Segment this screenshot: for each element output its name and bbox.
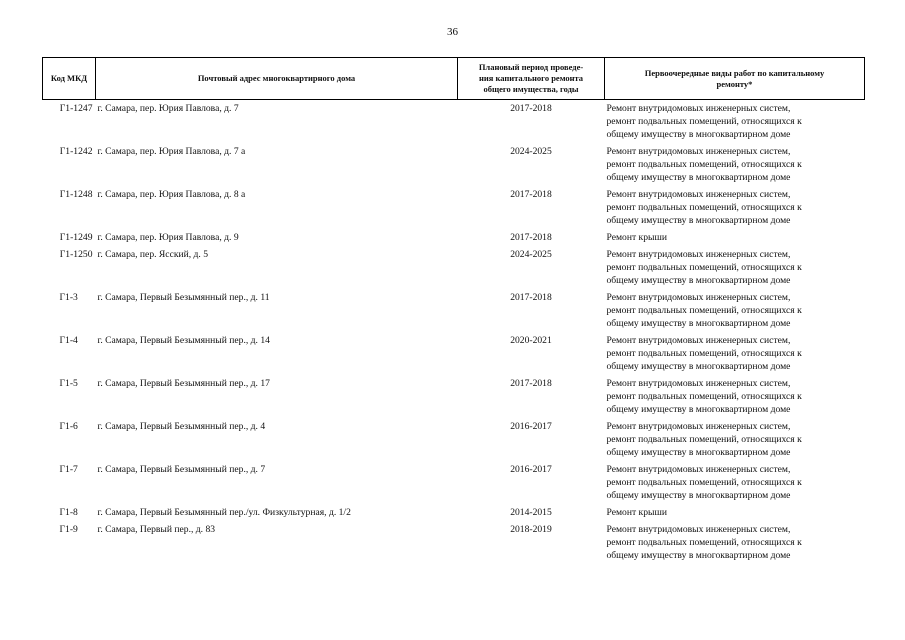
works-line: ремонт подвальных помещений, относящихся к xyxy=(606,537,802,548)
mkd-code-cell: Г1-9 xyxy=(59,524,78,535)
works-line: ремонт подвальных помещений, относящихся к xyxy=(606,305,802,316)
works-cell xyxy=(605,145,865,188)
works-line: Ремонт внутридомовых инженерных систем, xyxy=(606,249,791,260)
mkd-code-cell: Г1-1242 xyxy=(59,146,93,157)
works-cell xyxy=(605,463,865,506)
period-cell: 2024-2025 xyxy=(510,249,552,260)
mkd-code-cell: Г1-1248 xyxy=(59,189,93,200)
works-line: Ремонт внутридомовых инженерных систем, xyxy=(606,292,791,303)
address-cell: г. Самара, пер. Юрия Павлова, д. 8 а xyxy=(97,189,246,200)
address-cell: г. Самара, Первый Безымянный пер./ул. Физкультурная, д. 1/2 xyxy=(97,507,351,518)
mkd-code-cell: Г1-6 xyxy=(59,421,78,432)
works-line: Ремонт внутридомовых инженерных систем, xyxy=(606,378,791,389)
works-line: ремонт подвальных помещений, относящихся к xyxy=(606,477,802,488)
table-row xyxy=(43,100,865,146)
works-line: Ремонт внутридомовых инженерных систем, xyxy=(606,103,791,114)
works-cell xyxy=(605,506,865,523)
works-line: общему имуществу в многоквартирном доме xyxy=(606,361,791,372)
table-row xyxy=(43,145,865,188)
works-line: Ремонт внутридомовых инженерных систем, xyxy=(606,464,791,475)
works-line: Ремонт внутридомовых инженерных систем, xyxy=(606,189,791,200)
works-line: ремонт подвальных помещений, относящихся к xyxy=(606,116,802,127)
works-cell xyxy=(605,188,865,231)
works-line: ремонт подвальных помещений, относящихся к xyxy=(606,434,802,445)
header-row xyxy=(43,58,865,100)
works-line: общему имуществу в многоквартирном доме xyxy=(606,447,791,458)
works-line: Ремонт внутридомовых инженерных систем, xyxy=(606,335,791,346)
table-row xyxy=(43,463,865,506)
mkd-code-cell: Г1-7 xyxy=(59,464,78,475)
works-line: ремонт подвальных помещений, относящихся к xyxy=(606,159,802,170)
works-cell xyxy=(605,248,865,291)
period-cell: 2020-2021 xyxy=(510,335,552,346)
works-line: общему имуществу в многоквартирном доме xyxy=(606,129,791,140)
works-cell xyxy=(605,420,865,463)
works-cell xyxy=(605,334,865,377)
table-row xyxy=(43,377,865,420)
period-cell: 2017-2018 xyxy=(510,378,552,389)
address-cell: г. Самара, Первый Безымянный пер., д. 11 xyxy=(97,292,270,303)
works-cell xyxy=(605,377,865,420)
table-header xyxy=(43,58,865,100)
mkd-code-cell: Г1-4 xyxy=(59,335,78,346)
period-cell: 2024-2025 xyxy=(510,146,552,157)
address-cell: г. Самара, Первый Безымянный пер., д. 4 xyxy=(97,421,266,432)
header-works-line: Первоочередные виды работ по капитальному xyxy=(644,67,825,78)
table-row xyxy=(43,248,865,291)
table-row xyxy=(43,231,865,248)
works-line: ремонт подвальных помещений, относящихся к xyxy=(606,202,802,213)
header-period-line: ния капитального ремонта xyxy=(478,73,584,83)
address-cell: г. Самара, Первый Безымянный пер., д. 14 xyxy=(97,335,270,346)
period-cell: 2017-2018 xyxy=(510,232,552,243)
works-line: Ремонт крыши xyxy=(606,232,667,243)
mkd-code-cell: Г1-8 xyxy=(59,507,78,518)
works-line: ремонт подвальных помещений, относящихся к xyxy=(606,348,802,359)
header-code: Код МКД xyxy=(43,58,96,100)
period-cell: 2016-2017 xyxy=(510,421,552,432)
table-row xyxy=(43,334,865,377)
address-cell: г. Самара, Первый пер., д. 83 xyxy=(97,524,216,535)
works-line: Ремонт внутридомовых инженерных систем, xyxy=(606,146,791,157)
page-number: 36 xyxy=(447,26,458,38)
mkd-code-cell: Г1-1250 xyxy=(59,249,93,260)
period-cell: 2017-2018 xyxy=(510,292,552,303)
period-cell: 2017-2018 xyxy=(510,103,552,114)
table-row xyxy=(43,291,865,334)
works-line: общему имуществу в многоквартирном доме xyxy=(606,275,791,286)
works-cell xyxy=(605,523,865,566)
works-line: общему имуществу в многоквартирном доме xyxy=(606,490,791,501)
header-works-line: ремонту* xyxy=(716,78,753,89)
works-line: общему имуществу в многоквартирном доме xyxy=(606,215,791,226)
period-cell: 2014-2015 xyxy=(510,507,552,518)
works-line: общему имуществу в многоквартирном доме xyxy=(606,318,791,329)
header-works xyxy=(605,58,865,100)
address-cell: г. Самара, пер. Ясский, д. 5 xyxy=(97,249,209,260)
address-cell: г. Самара, Первый Безымянный пер., д. 17 xyxy=(97,378,270,389)
table-row xyxy=(43,506,865,523)
table-row xyxy=(43,523,865,566)
period-cell: 2016-2017 xyxy=(510,464,552,475)
mkd-code-cell: Г1-5 xyxy=(59,378,78,389)
mkd-code-cell: Г1-3 xyxy=(59,292,78,303)
works-line: Ремонт крыши xyxy=(606,507,667,518)
address-cell: г. Самара, Первый Безымянный пер., д. 7 xyxy=(97,464,266,475)
header-period-line: общего имущества, годы xyxy=(483,84,579,94)
works-line: Ремонт внутридомовых инженерных систем, xyxy=(606,524,791,535)
address-cell: г. Самара, пер. Юрия Павлова, д. 9 xyxy=(97,232,239,243)
works-cell xyxy=(605,100,865,146)
period-cell: 2017-2018 xyxy=(510,189,552,200)
header-address: Почтовый адрес многоквартирного дома xyxy=(96,58,458,100)
mkd-code-cell: Г1-1249 xyxy=(59,232,93,243)
works-cell xyxy=(605,291,865,334)
table-row xyxy=(43,420,865,463)
works-line: общему имуществу в многоквартирном доме xyxy=(606,172,791,183)
address-cell: г. Самара, пер. Юрия Павлова, д. 7 а xyxy=(97,146,246,157)
works-cell xyxy=(605,231,865,248)
table-row xyxy=(43,188,865,231)
address-cell: г. Самара, пер. Юрия Павлова, д. 7 xyxy=(97,103,239,114)
mkd-code-cell: Г1-1247 xyxy=(59,103,93,114)
works-line: ремонт подвальных помещений, относящихся к xyxy=(606,262,802,273)
works-line: общему имуществу в многоквартирном доме xyxy=(606,550,791,561)
header-period-line: Плановый период проведе- xyxy=(478,62,584,72)
works-line: общему имуществу в многоквартирном доме xyxy=(606,404,791,415)
table-body xyxy=(43,100,865,567)
repair-plan-table xyxy=(42,57,865,566)
period-cell: 2018-2019 xyxy=(510,524,552,535)
works-line: Ремонт внутридомовых инженерных систем, xyxy=(606,421,791,432)
works-line: ремонт подвальных помещений, относящихся к xyxy=(606,391,802,402)
header-period xyxy=(458,58,605,100)
